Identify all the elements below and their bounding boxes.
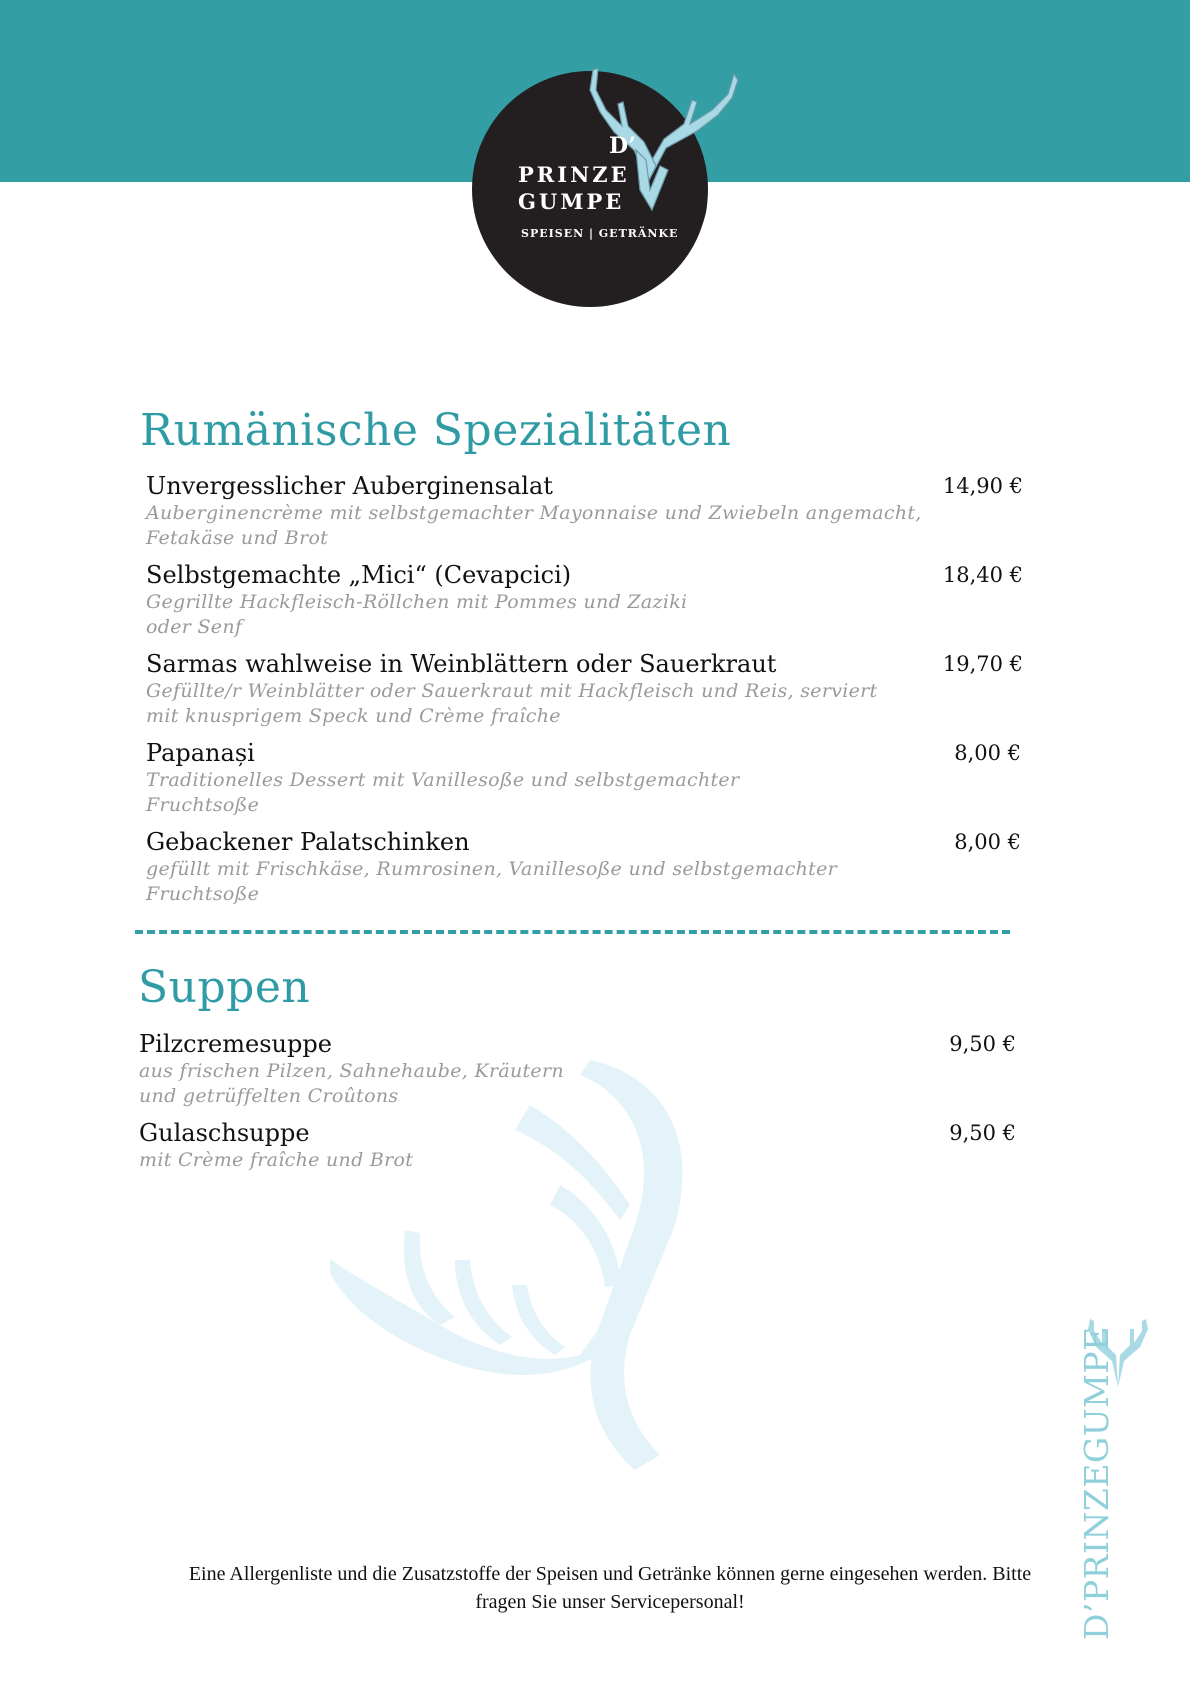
item-price: 8,00 € — [954, 830, 1021, 854]
menu-item — [146, 650, 1023, 728]
item-description: mit Crème fraîche und Brot — [139, 1149, 414, 1171]
item-price: 8,00 € — [954, 741, 1021, 765]
item-description: aus frischen Pilzen, Sahnehaube, Kräutern — [139, 1060, 564, 1082]
menu-item — [139, 1030, 1016, 1108]
item-description: Gegrillte Hackfleisch-Röllchen mit Pommes und Zaziki — [146, 591, 688, 613]
item-description: Fruchtsoße — [146, 794, 260, 816]
side-brand-text: D’PRINZEGUMPE — [1077, 1326, 1116, 1640]
menu-item — [146, 472, 1023, 550]
section-title-suppen: Suppen — [138, 962, 311, 1013]
logo-prinze: PRINZE — [518, 162, 630, 187]
item-name: Pilzcremesuppe — [139, 1030, 332, 1058]
item-description: Auberginencrème mit selbstgemachter Mayonnaise und Zwiebeln angemacht, — [146, 502, 922, 524]
item-price: 9,50 € — [949, 1121, 1016, 1145]
item-name: Sarmas wahlweise in Weinblättern oder Sauerkraut — [146, 650, 777, 678]
item-description: Fetakäse und Brot — [146, 527, 329, 549]
section-title-rumaenische: Rumänische Spezialitäten — [140, 405, 732, 456]
logo-tagline: SPEISEN | GETRÄNKE — [521, 227, 679, 240]
item-description: Gefüllte/r Weinblätter oder Sauerkraut mit Hackfleisch und Reis, serviert — [146, 680, 878, 702]
logo-gumpe: GUMPE — [518, 189, 625, 214]
menu-item — [139, 1119, 1016, 1172]
item-description: gefüllt mit Frischkäse, Rumrosinen, Vanillesoße und selbstgemachter — [146, 858, 838, 880]
menu-item — [146, 561, 1023, 639]
item-name: Unvergesslicher Auberginensalat — [146, 472, 553, 500]
item-price: 19,70 € — [942, 652, 1023, 676]
item-description: oder Senf — [146, 616, 243, 638]
menu-item — [146, 739, 1021, 817]
allergen-note — [170, 1560, 1050, 1616]
item-description: Fruchtsoße — [146, 883, 260, 905]
item-price: 14,90 € — [942, 474, 1023, 498]
item-name: Gulaschsuppe — [139, 1119, 310, 1147]
item-description: und getrüffelten Croûtons — [139, 1085, 399, 1107]
item-description: Traditionelles Dessert mit Vanillesoße und selbstgemachter — [146, 769, 740, 791]
item-name: Selbstgemachte „Mici“ (Cevapcici) — [146, 561, 572, 589]
item-price: 18,40 € — [942, 563, 1023, 587]
menu-item — [146, 828, 1021, 906]
allergen-note-line: Eine Allergenliste und die Zusatzstoffe der Speisen und Getränke können gerne eingesehen werden. Bitte — [188, 1563, 1032, 1585]
logo-d: D’ — [609, 133, 636, 159]
item-name: Gebackener Palatschinken — [146, 828, 470, 856]
item-name: Papanași — [146, 739, 255, 767]
item-description: mit knusprigem Speck und Crème fraîche — [146, 705, 561, 727]
allergen-note-line: fragen Sie unser Servicepersonal! — [475, 1591, 745, 1613]
side-brand — [1077, 1326, 1122, 1640]
section-divider — [135, 930, 1010, 934]
item-price: 9,50 € — [949, 1032, 1016, 1056]
